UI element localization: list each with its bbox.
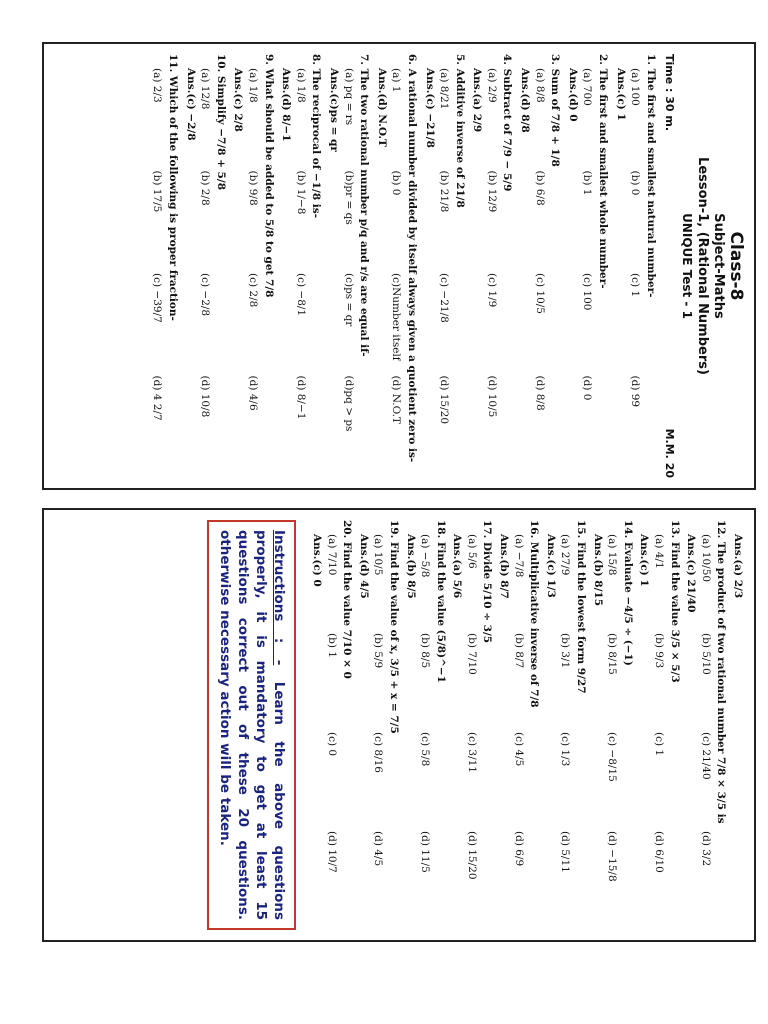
option: (b) 17/5 — [151, 170, 164, 213]
option: (c) 10/5 — [533, 273, 546, 314]
option: (b) 0 — [390, 170, 403, 196]
question-text: 7. The two rational number p/q and r/s are equal if- — [358, 54, 371, 357]
question-item — [471, 54, 514, 478]
option: (d) 6/10 — [653, 831, 666, 873]
answer-text: Ans.(d) 4/5 — [357, 534, 370, 599]
question-text: 19. Find the value of x, 3/5 + x = 7/5 — [387, 520, 400, 734]
question-text: 17. Divide 5/10 ÷ 3/5 — [481, 520, 494, 644]
answer-text: Ans.(a) 2/9 — [471, 68, 484, 133]
option: (d) 6/9 — [512, 831, 525, 867]
question-item — [327, 54, 370, 478]
option: (d) 99 — [629, 375, 642, 408]
test-title: UNIQUE Test - 1 — [680, 213, 695, 319]
option: (a) 1/8 — [247, 68, 259, 103]
question-item — [566, 54, 609, 478]
option: (d) 5/11 — [559, 831, 572, 873]
question-item — [232, 54, 275, 478]
test-meta — [663, 54, 676, 478]
option: (d) 0 — [581, 375, 594, 401]
question-text: 13. Find the value 3/5 × 5/3 — [668, 520, 681, 683]
options-row — [606, 534, 619, 930]
answer-text: Ans.(c) 1/3 — [544, 534, 557, 598]
question-text: 6. A rational number divided by itself always given a quotient zero is- — [405, 54, 418, 463]
answer-text: Ans.(b) 8/7 — [498, 534, 511, 599]
option: (a) −5/8 — [419, 534, 432, 578]
answer-text: Ans.(c)ps = qr — [327, 68, 340, 152]
question-item — [591, 520, 634, 930]
options-row — [512, 534, 525, 930]
option: (c) −8/15 — [606, 732, 619, 782]
options-row — [151, 68, 164, 478]
options-row — [199, 68, 212, 478]
answer-text: Ans.(d) 8/8 — [519, 68, 532, 133]
option: (d) −15/8 — [606, 831, 619, 882]
question-text: 12. The product of two rational number 7/8 × 3/5 is — [715, 520, 728, 824]
answer-text: Ans.(c) −21/8 — [423, 68, 436, 148]
option: (d) 4 2/7 — [151, 375, 164, 421]
question-text: 3. Sum of 7/8 + 1/8 — [549, 54, 562, 167]
question-text: 14. Evaluate −4/5 ÷ (−1) — [621, 520, 634, 666]
option: (a) 1/8 — [294, 68, 307, 103]
option: (a) 7/10 — [325, 534, 338, 576]
option: (b) 0 — [629, 170, 642, 196]
option: (d) 4/5 — [372, 831, 385, 867]
option: (a) −7/8 — [512, 534, 525, 578]
question-text: 18. Find the value (5/8)^−1 — [434, 520, 447, 683]
option: (b) 21/8 — [438, 170, 451, 213]
option: (c)ps = qr — [342, 273, 355, 327]
question-text: 15. Find the lowest form 9/27 — [575, 520, 588, 694]
option: (b)pr = qs — [342, 170, 355, 225]
option: (c) 1/9 — [485, 273, 498, 308]
options-row — [533, 68, 546, 478]
option: (c) 1 — [653, 732, 666, 757]
question-item — [404, 520, 447, 930]
option: (d) 10/7 — [325, 831, 338, 873]
option: (b) 3/1 — [559, 633, 572, 669]
instructions-box — [208, 520, 297, 930]
options-row — [372, 534, 385, 930]
answer-text: Ans.(d) N.O.T — [375, 68, 388, 147]
question-item — [638, 520, 681, 930]
answer-text: Ans.(c) −2/8 — [184, 68, 197, 141]
option: (b) 1 — [581, 170, 594, 196]
option: (a) pq = rs — [342, 68, 355, 126]
question-item — [614, 54, 657, 478]
option: (d) 10/8 — [199, 375, 212, 418]
question-text: 1. The first and smallest natural number- — [644, 54, 657, 298]
question-item — [357, 520, 400, 930]
question-item — [423, 54, 466, 478]
answer-text: Ans.(a) 5/6 — [451, 534, 464, 599]
option: (b) 1 — [325, 633, 338, 658]
left-question-list — [151, 54, 657, 478]
marks-label: M.M. 20 — [663, 428, 677, 478]
options-row — [325, 534, 338, 930]
answer-text: Ans.(d) 0 — [566, 68, 579, 122]
option: (b) 6/8 — [533, 170, 546, 206]
options-row — [581, 68, 594, 478]
option: (c) 21/40 — [699, 732, 712, 780]
question-text: 9. What should be added to 5/8 to get 7/8 — [262, 54, 275, 298]
option: (d) 11/5 — [419, 831, 432, 873]
answer-text: Ans.(b) 8/5 — [404, 534, 417, 599]
option: (d) 10/5 — [485, 375, 498, 418]
question-item — [498, 520, 541, 930]
answer-text: Ans.(c) 0 — [310, 534, 323, 587]
question-text: 16. Multiplicative inverse of 7/8 — [528, 520, 541, 708]
options-row — [652, 534, 665, 930]
option: (d) 15/20 — [465, 831, 478, 880]
options-row — [342, 68, 355, 478]
question-item — [184, 54, 227, 478]
option: (c) 1 — [629, 273, 642, 298]
question-text: 4. Subtract of 7/9 − 5/9 — [501, 54, 514, 192]
question-item — [310, 520, 353, 930]
option: (c) 100 — [581, 273, 594, 311]
option: (a) 8/8 — [533, 68, 546, 103]
answer-text: Ans.(b) 8/15 — [591, 534, 604, 607]
option: (b) 1/−8 — [294, 170, 307, 215]
option: (b) 8/5 — [419, 633, 432, 669]
option: (a) 4/1 — [653, 534, 666, 569]
option: (b) 7/10 — [465, 633, 478, 675]
question-item — [685, 520, 728, 930]
option: (b) 8/15 — [606, 633, 619, 675]
option: (a) 2/9 — [485, 68, 498, 103]
options-row — [438, 68, 451, 478]
option: (a) 8/21 — [438, 68, 451, 110]
answer-text: Ans.(c) 1 — [614, 68, 627, 121]
question-text: 10. Simplify −7/8 + 5/8 — [214, 54, 227, 190]
answer-text: Ans.(c) 1 — [638, 534, 651, 587]
options-row — [629, 68, 642, 478]
question-item — [544, 520, 587, 930]
option: (a) 15/8 — [606, 534, 619, 576]
option: (c) −2/8 — [199, 273, 212, 317]
option: (a) 27/9 — [559, 534, 572, 576]
question-text: 5. Additive inverse of 21/8 — [453, 54, 466, 208]
lesson-title: Lesson-1, (Rational Numbers) — [695, 157, 711, 375]
option: (c) −39/7 — [151, 273, 164, 323]
options-row — [559, 534, 572, 930]
option: (c) 8/16 — [372, 732, 385, 773]
option: (a) 100 — [629, 68, 642, 106]
question-item — [451, 520, 494, 930]
question-text: 11. Which of the following is proper fraction- — [167, 54, 180, 321]
answer-text: Ans.(c) 2/8 — [232, 68, 245, 132]
question-item — [280, 54, 323, 478]
options-row — [419, 534, 432, 930]
option: (a) 12/8 — [199, 68, 212, 110]
question-item — [375, 54, 418, 478]
options-row — [390, 68, 403, 478]
option: (c) 2/8 — [247, 273, 259, 308]
option: (d)pq > ps — [342, 375, 355, 432]
question-item — [151, 54, 179, 478]
class-title: Class-8 — [726, 231, 746, 301]
answer-text: Ans.(a) 2/3 — [732, 534, 744, 599]
option: (b) 9/3 — [653, 633, 666, 669]
option: (c) −8/1 — [294, 273, 307, 317]
option: (c) 4/5 — [512, 732, 525, 767]
right-panel — [42, 508, 756, 942]
question-item — [731, 520, 744, 930]
question-text: 2. The first and smallest whole number- — [597, 54, 610, 289]
option: (c) 0 — [325, 732, 338, 757]
option: (b) 5/10 — [699, 633, 712, 675]
option: (d) 8/8 — [533, 375, 546, 411]
option: (c) 5/8 — [419, 732, 432, 767]
option: (d) 4/6 — [247, 375, 259, 411]
instructions-label: Instructions : - — [271, 530, 288, 666]
question-text: 8. The reciprocal of −1/8 is- — [310, 54, 323, 219]
option: (a) 1 — [390, 68, 403, 93]
option: (d) 8/−1 — [294, 375, 307, 420]
time-label: Time : 30 m. — [663, 54, 677, 132]
options-row — [294, 68, 307, 478]
answer-text: Ans.(c) 21/40 — [685, 534, 698, 613]
right-question-list — [310, 520, 744, 930]
option: (c)Number itself — [390, 273, 403, 361]
left-panel — [42, 42, 756, 490]
option: (d) 15/20 — [438, 375, 451, 425]
question-text: 20. Find the value 7/10 × 0 — [341, 520, 354, 679]
option: (b) 9/8 — [247, 170, 259, 206]
instructions-text: Learn the above questions properly, it is mandatory to get at least 15 questions correct out of these 20 questions. otherwise necessary action will be taken. — [216, 530, 288, 920]
subject-title: Subject-Maths — [710, 213, 726, 319]
option: (b) 2/8 — [199, 170, 212, 206]
option: (a) 10/50 — [699, 534, 712, 583]
options-row — [465, 534, 478, 930]
option: (a) 700 — [581, 68, 594, 106]
question-item — [519, 54, 562, 478]
options-row — [246, 68, 259, 478]
option: (b) 5/9 — [372, 633, 385, 669]
option: (c) 3/11 — [465, 732, 478, 773]
option: (c) −21/8 — [438, 273, 451, 323]
option: (c) 1/3 — [559, 732, 572, 767]
option: (d) N.O.T — [390, 375, 403, 424]
option: (a) 2/3 — [151, 68, 164, 103]
option: (a) 10/5 — [372, 534, 385, 576]
options-row — [699, 534, 712, 930]
options-row — [485, 68, 498, 478]
option: (d) 3/2 — [699, 831, 712, 867]
option: (a) 5/6 — [465, 534, 478, 569]
option: (b) 8/7 — [512, 633, 525, 669]
option: (b) 12/9 — [485, 170, 498, 213]
answer-text: Ans.(d) 8/−1 — [280, 68, 293, 142]
